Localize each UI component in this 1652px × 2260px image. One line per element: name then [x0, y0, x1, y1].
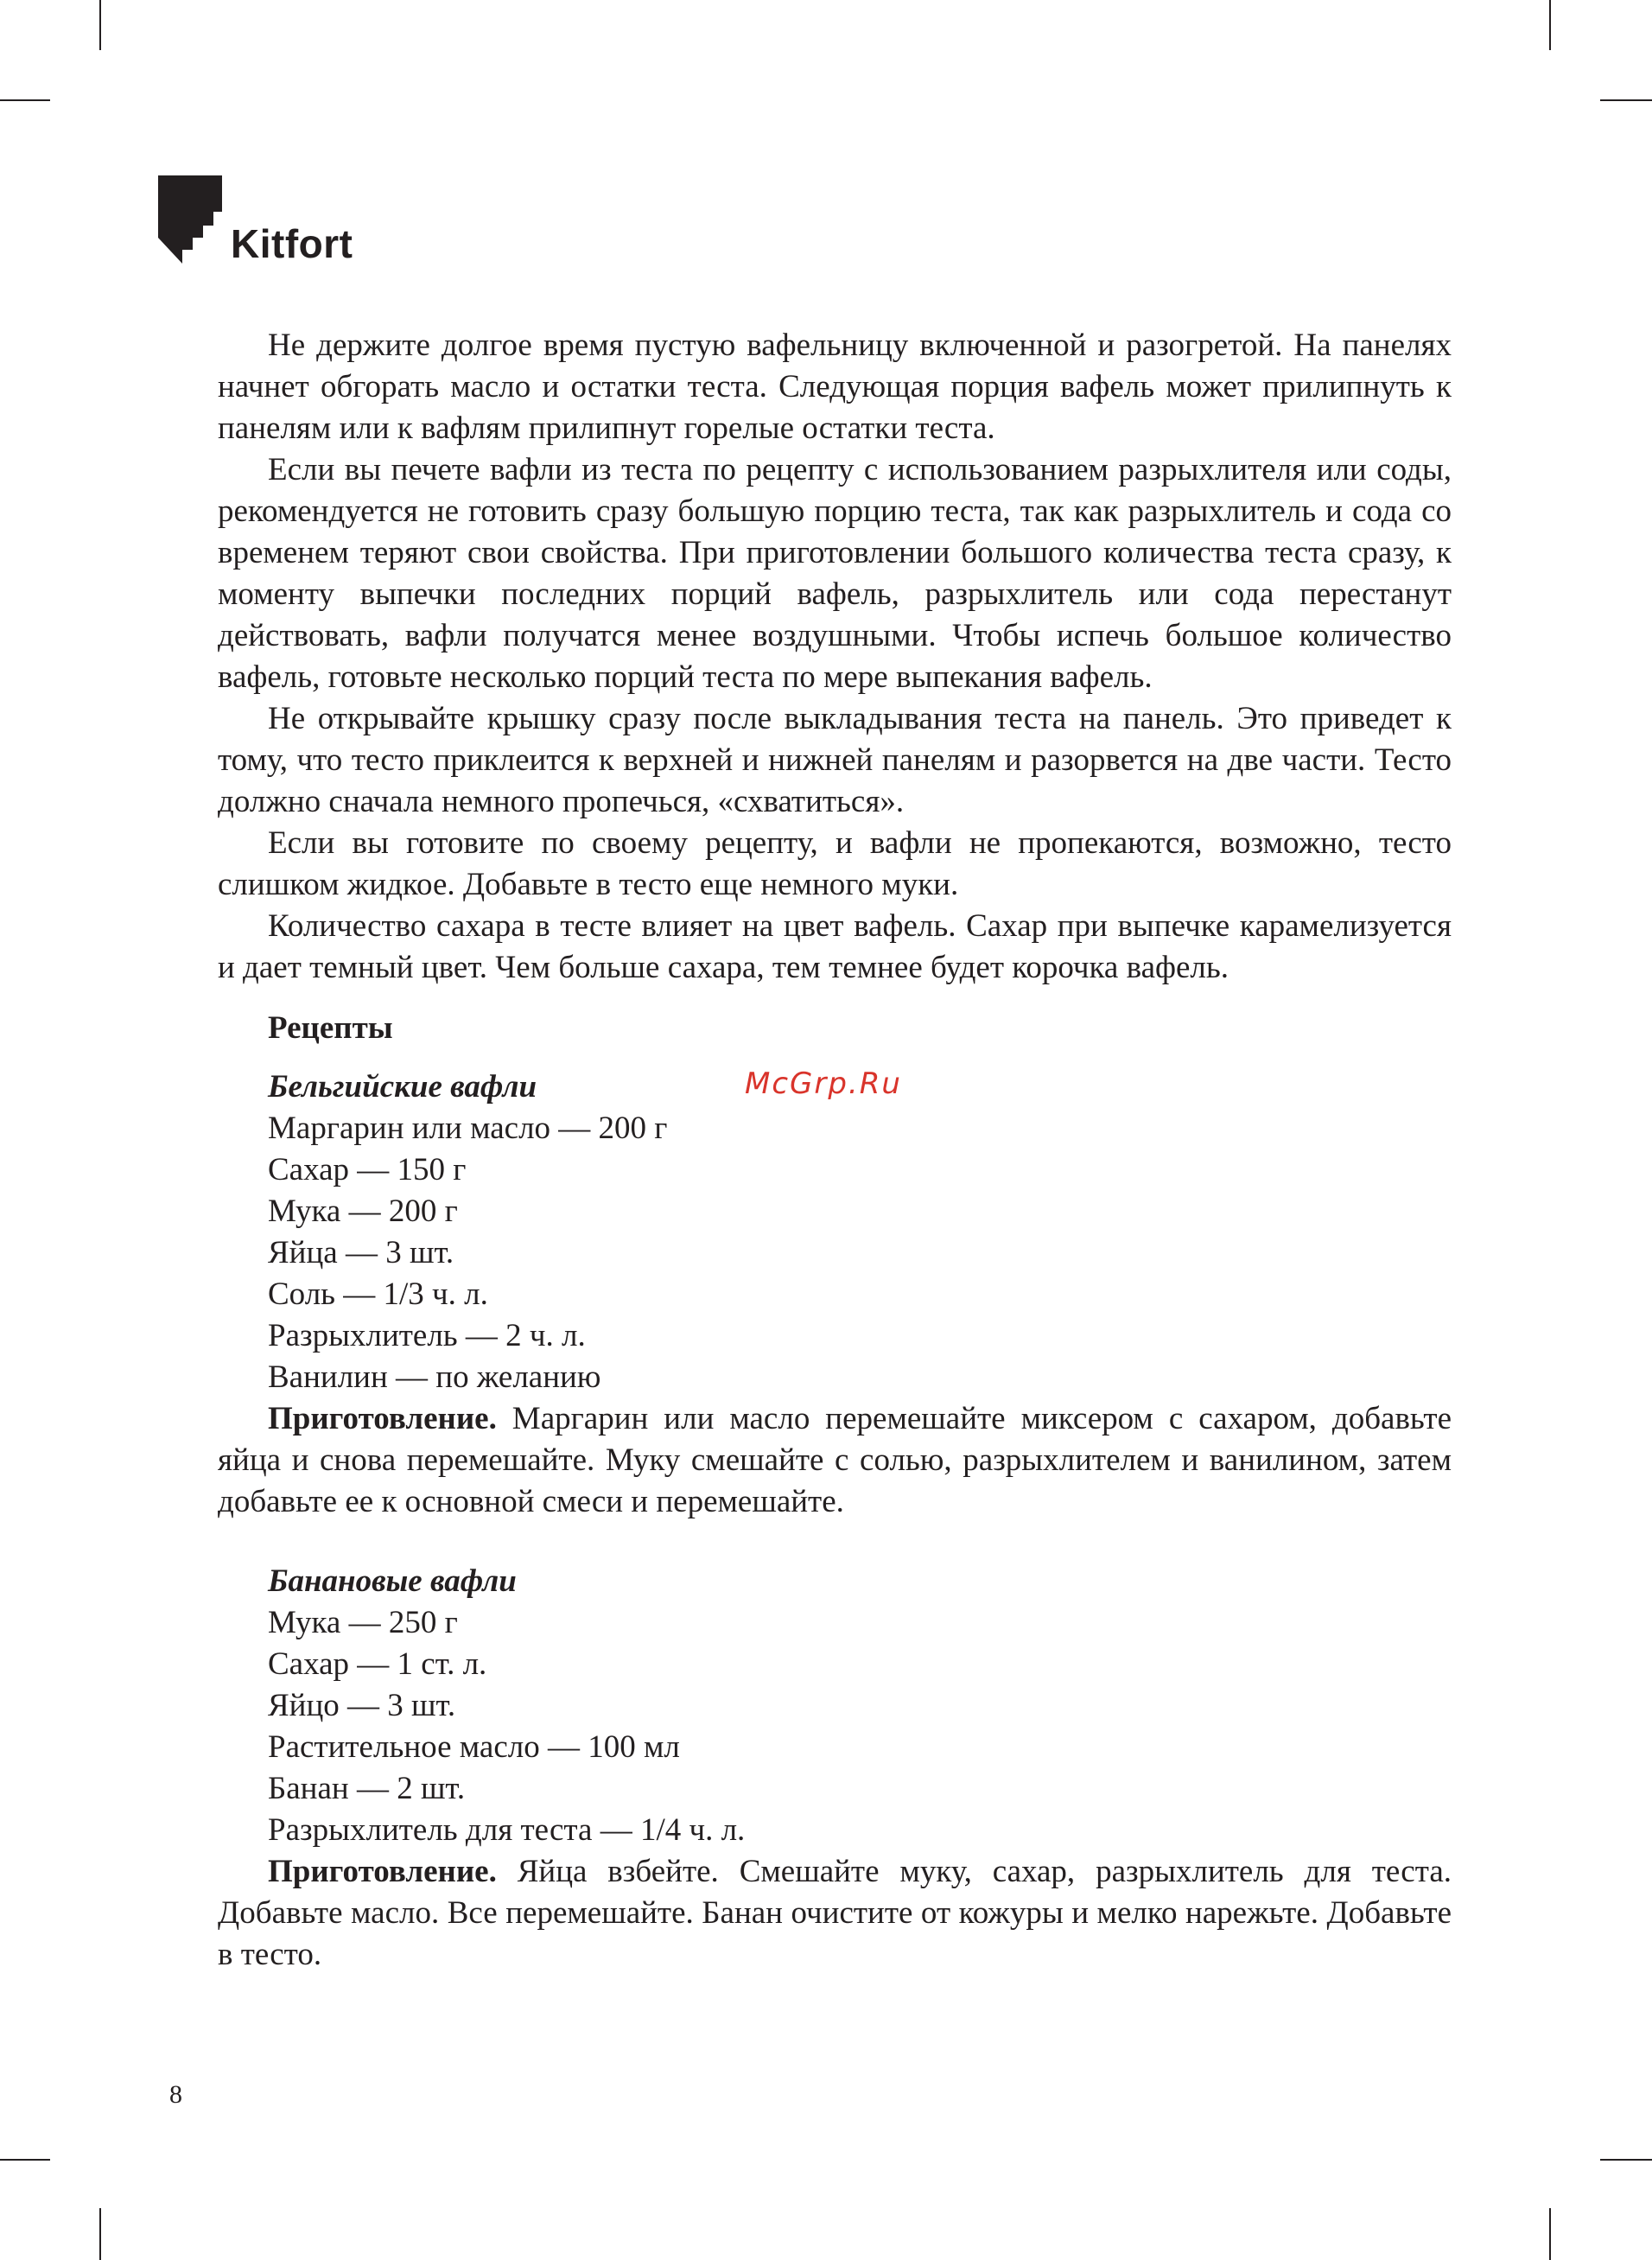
crop-mark [1549, 0, 1551, 50]
recipe-title-row [218, 1063, 1452, 1108]
recipes-heading: Рецепты [268, 1010, 393, 1046]
crop-mark [99, 0, 101, 50]
paragraph: Если вы готовите по своему рецепту, и вафли не пропекаются, возможно, тесто слишком жидкое. Добавьте в тесто еще немного муки. [218, 825, 1452, 902]
ingredient-item: Яйца — 3 шт. [268, 1235, 454, 1270]
crop-mark [1600, 99, 1652, 101]
ingredient-item: Разрыхлитель для теста — 1/4 ч. л. [268, 1812, 746, 1848]
ingredient-item: Разрыхлитель — 2 ч. л. [268, 1318, 586, 1353]
ingredient-item: Сахар — 150 г [268, 1152, 467, 1187]
preparation-text: Маргарин или масло перемешайте миксером с сахаром, добавьте яйца и снова перемешайте. Муку смешайте с солью, разрыхлителем и ванилином, затем добавьте ее к основной смеси и перемешайте. [218, 1401, 1452, 1519]
brand-name: Kitfort [231, 221, 353, 266]
paragraph: Не держите долгое время пустую вафельницу включенной и разогретой. На панелях начнет обгорать масло и остатки теста. Следующая порция вафель может прилипнуть к панелям или к вафлям прилипнут горелые остатки теста. [218, 328, 1452, 446]
spacer [218, 1523, 1452, 1561]
preparation-text: Яйца взбейте. Смешайте муку, сахар, разрыхлитель для теста. Добавьте масло. Все перемешайте. Банан очистите от кожуры и мелко нарежьте. Добавьте в тесто. [218, 1854, 1452, 1972]
paragraph: Не открывайте крышку сразу после выкладывания теста на панель. Это приведет к тому, что тесто приклеится к верхней и нижней панелям и разорвется на две части. Тесто должно сначала немного пропечься, «схватиться». [218, 701, 1452, 819]
preparation [218, 1398, 1452, 1523]
ingredient-item: Сахар — 1 ст. л. [268, 1646, 487, 1682]
ingredient-item: Мука — 200 г [268, 1194, 458, 1229]
brand-logo [158, 175, 353, 264]
paragraph: Если вы печете вафли из теста по рецепту с использованием разрыхлителя или соды, рекомендуется не готовить сразу большую порцию теста, так как разрыхлитель и сода со временем теряют свои свойства. При приготовлении большого количества теста сразу, к моменту выпечки последних порций вафель, разрыхлитель или сода перестанут действовать, вафли получатся менее воздушными. Чтобы испечь большое количество вафель, готовьте несколько порций теста по мере выпекания вафель. [218, 452, 1452, 695]
watermark: McGrp.Ru [745, 1066, 902, 1101]
ingredient-item: Банан — 2 шт. [268, 1771, 466, 1806]
paragraph: Количество сахара в тесте влияет на цвет вафель. Сахар при выпечке карамелизуется и дает темный цвет. Чем больше сахара, тем темнее будет корочка вафель. [218, 908, 1452, 985]
ingredient-item: Соль — 1/3 ч. л. [268, 1276, 488, 1312]
crop-mark [0, 2159, 50, 2161]
preparation [218, 1851, 1452, 1976]
kitfort-logo-icon [158, 175, 226, 264]
ingredient-item: Яйцо — 3 шт. [268, 1688, 456, 1723]
preparation-label: Приготовление. [268, 1401, 497, 1436]
recipe-title: Банановые вафли [268, 1563, 517, 1599]
crop-mark [0, 99, 50, 101]
ingredient-item: Ванилин — по желанию [268, 1359, 601, 1395]
crop-mark [1549, 2208, 1551, 2260]
preparation-label: Приготовление. [268, 1854, 497, 1889]
crop-mark [1600, 2159, 1652, 2161]
recipe-title: Бельгийские вафли [268, 1069, 537, 1105]
ingredient-item: Растительное масло — 100 мл [268, 1729, 680, 1765]
ingredient-item: Маргарин или масло — 200 г [268, 1111, 668, 1146]
page-number: 8 [169, 2080, 182, 2109]
ingredient-item: Мука — 250 г [268, 1605, 458, 1640]
crop-mark [99, 2208, 101, 2260]
page-content [218, 325, 1452, 1976]
